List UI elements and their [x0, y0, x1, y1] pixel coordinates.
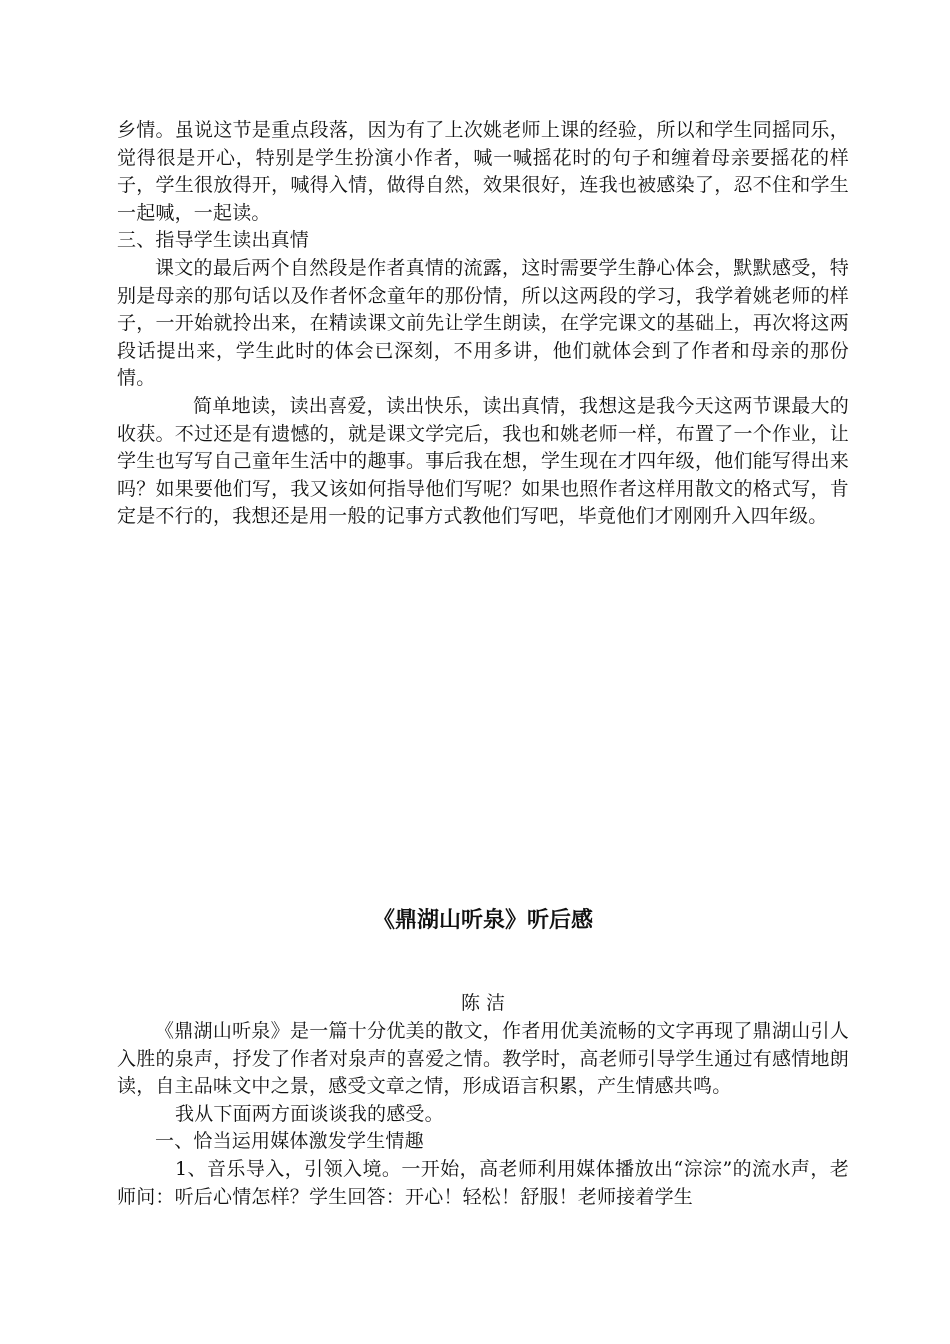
section-heading: 一、恰当运用媒体激发学生情趣: [155, 1130, 424, 1153]
section-heading: 三、指导学生读出真情: [117, 229, 310, 252]
paragraph: 乡情。虽说这节是重点段落，因为有了上次姚老师上课的经验，所以和学生同摇同乐，觉得很是开心，特别是学生扮演小作者，喊一喊摇花时的句子和缠着母亲要摇花的样子，学生很放得开，喊得入情，做得自然，效果很好，连我也被感染了，忍不住和学生一起喊，一起读。: [117, 119, 849, 224]
section-top: [117, 117, 849, 531]
article-author: 陈 洁: [460, 992, 506, 1014]
article-title: 《鼎湖山听泉》听后感: [372, 907, 593, 933]
article-body: [117, 1018, 849, 1211]
paragraph: 课文的最后两个自然段是作者真情的流露，这时需要学生静心体会，默默感受，特别是母亲的那句话以及作者怀念童年的那份情，所以这两段的学习，我学着姚老师的样子，一开始就拎出来，在精读课文前先让学生朗读，在学完课文的基础上，再次将这两段话提出来，学生此时的体会已深刻，不用多讲，他们就体会到了作者和母亲的那份情。: [117, 256, 849, 390]
paragraph: 简单地读，读出喜爱，读出快乐，读出真情，我想这是我今天这两节课最大的收获。不过还是有遗憾的，就是课文学完后，我也和姚老师一样，布置了一个作业，让学生也写写自己童年生活中的趣事。事后我在想，学生现在才四年级，他们能写得出来吗？如果要他们写，我又该如何指导他们写呢？如果也照作者这样用散文的格式写，肯定是不行的，我想还是用一般的记事方式教他们写吧，毕竟他们才刚刚升入四年级。: [117, 394, 849, 528]
paragraph: 我从下面两方面谈谈我的感受。: [175, 1102, 444, 1125]
paragraph: 1、音乐导入，引领入境。一开始，高老师利用媒体播放出“淙淙”的流水声，老师问：听后心情怎样？学生回答：开心！轻松！舒服！老师接着学生: [117, 1157, 849, 1208]
paragraph: 《鼎湖山听泉》是一篇十分优美的散文，作者用优美流畅的文字再现了鼎湖山引人入胜的泉声，抒发了作者对泉声的喜爱之情。教学时，高老师引导学生通过有感情地朗读，自主品味文中之景，感受文章之情，形成语言积累，产生情感共鸣。: [117, 1020, 849, 1098]
